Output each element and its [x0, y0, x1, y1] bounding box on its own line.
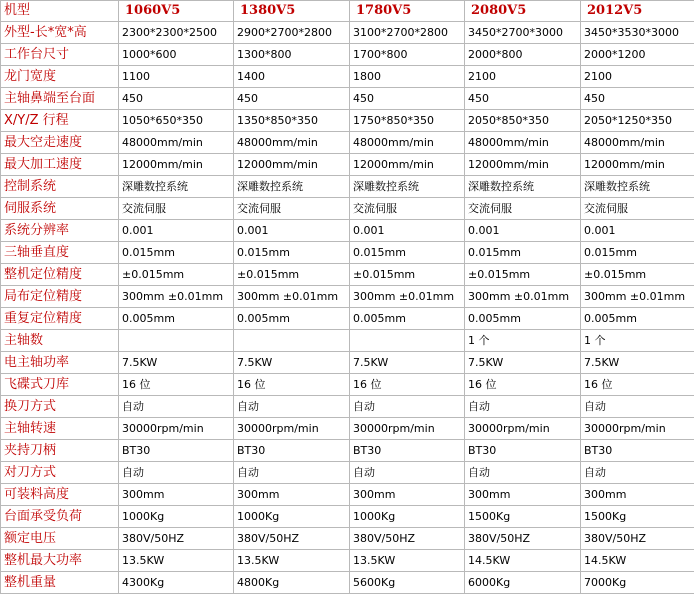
spec-row	[1, 110, 694, 132]
spec-value: 1050*650*350	[119, 110, 234, 132]
spec-value: 自动	[350, 462, 465, 484]
spec-value: 深雕数控系统	[465, 176, 581, 198]
spec-value: 自动	[119, 396, 234, 418]
spec-row	[1, 462, 694, 484]
spec-value: 1000Kg	[350, 506, 465, 528]
spec-value: 自动	[234, 396, 350, 418]
spec-value: 交流伺服	[119, 198, 234, 220]
spec-value: 48000mm/min	[350, 132, 465, 154]
spec-row	[1, 484, 694, 506]
spec-value: 0.005mm	[581, 308, 694, 330]
spec-value: 深雕数控系统	[581, 176, 694, 198]
spec-row	[1, 572, 694, 594]
spec-row	[1, 220, 694, 242]
spec-row	[1, 330, 694, 352]
spec-value: 7000Kg	[581, 572, 694, 594]
spec-value: BT30	[465, 440, 581, 462]
spec-value: 0.005mm	[350, 308, 465, 330]
spec-row	[1, 44, 694, 66]
spec-value: ±0.015mm	[119, 264, 234, 286]
spec-value: 16 位	[234, 374, 350, 396]
spec-value: 1300*800	[234, 44, 350, 66]
spec-label: 最大加工速度	[1, 154, 119, 176]
spec-value: 12000mm/min	[465, 154, 581, 176]
spec-label: 重复定位精度	[1, 308, 119, 330]
spec-value: 0.015mm	[119, 242, 234, 264]
spec-value: 300mm ±0.01mm	[234, 286, 350, 308]
spec-value: 380V/50HZ	[119, 528, 234, 550]
spec-value: 7.5KW	[234, 352, 350, 374]
spec-label: 夹持刀柄	[1, 440, 119, 462]
spec-value: 16 位	[465, 374, 581, 396]
spec-value: BT30	[581, 440, 694, 462]
model-name: 2012V5	[581, 1, 694, 22]
spec-row	[1, 506, 694, 528]
spec-value: 450	[581, 88, 694, 110]
spec-value: 自动	[581, 396, 694, 418]
spec-value: 深雕数控系统	[350, 176, 465, 198]
spec-value: 7.5KW	[119, 352, 234, 374]
spec-value: 0.001	[234, 220, 350, 242]
spec-value: 交流伺服	[581, 198, 694, 220]
spec-value: 12000mm/min	[119, 154, 234, 176]
spec-row	[1, 352, 694, 374]
spec-value: 380V/50HZ	[581, 528, 694, 550]
spec-value: 1500Kg	[465, 506, 581, 528]
spec-value	[350, 330, 465, 352]
spec-row	[1, 374, 694, 396]
spec-value: 1750*850*350	[350, 110, 465, 132]
spec-row	[1, 242, 694, 264]
spec-label: 整机重量	[1, 572, 119, 594]
spec-label: 三轴垂直度	[1, 242, 119, 264]
spec-value: 13.5KW	[234, 550, 350, 572]
spec-table-body	[1, 1, 694, 594]
spec-row	[1, 286, 694, 308]
spec-row	[1, 176, 694, 198]
spec-value: ±0.015mm	[234, 264, 350, 286]
spec-value: 3100*2700*2800	[350, 22, 465, 44]
spec-value: 4800Kg	[234, 572, 350, 594]
spec-label: 系统分辨率	[1, 220, 119, 242]
spec-value: 自动	[350, 396, 465, 418]
spec-row	[1, 550, 694, 572]
spec-value: 0.005mm	[119, 308, 234, 330]
spec-value	[234, 330, 350, 352]
spec-value: 48000mm/min	[581, 132, 694, 154]
spec-value: 0.015mm	[465, 242, 581, 264]
spec-value: 1000Kg	[119, 506, 234, 528]
spec-value: 2050*1250*350	[581, 110, 694, 132]
spec-value: 16 位	[119, 374, 234, 396]
model-name: 1060V5	[119, 1, 234, 22]
spec-value: 交流伺服	[234, 198, 350, 220]
spec-value: 0.001	[119, 220, 234, 242]
spec-value: 0.005mm	[465, 308, 581, 330]
spec-label: X/Y/Z 行程	[1, 110, 119, 132]
spec-value: 1700*800	[350, 44, 465, 66]
spec-value: 14.5KW	[581, 550, 694, 572]
spec-value: 16 位	[350, 374, 465, 396]
spec-value: 1 个	[465, 330, 581, 352]
spec-row	[1, 264, 694, 286]
spec-value: 交流伺服	[350, 198, 465, 220]
spec-label: 整机定位精度	[1, 264, 119, 286]
spec-value: 380V/50HZ	[350, 528, 465, 550]
spec-value: 1400	[234, 66, 350, 88]
spec-value: 13.5KW	[119, 550, 234, 572]
spec-label: 龙门宽度	[1, 66, 119, 88]
spec-value: 30000rpm/min	[465, 418, 581, 440]
spec-value: 30000rpm/min	[350, 418, 465, 440]
spec-label: 可装料高度	[1, 484, 119, 506]
spec-value: 300mm	[465, 484, 581, 506]
spec-value: 48000mm/min	[119, 132, 234, 154]
spec-label: 控制系统	[1, 176, 119, 198]
spec-value: 深雕数控系统	[234, 176, 350, 198]
spec-value: 5600Kg	[350, 572, 465, 594]
spec-value: 450	[119, 88, 234, 110]
spec-value: 16 位	[581, 374, 694, 396]
spec-value: 1 个	[581, 330, 694, 352]
spec-value: 0.015mm	[234, 242, 350, 264]
spec-value: 300mm ±0.01mm	[581, 286, 694, 308]
spec-row	[1, 132, 694, 154]
spec-value: 13.5KW	[350, 550, 465, 572]
spec-row	[1, 308, 694, 330]
spec-value: 380V/50HZ	[465, 528, 581, 550]
spec-row	[1, 66, 694, 88]
model-name: 1380V5	[234, 1, 350, 22]
spec-value: 0.005mm	[234, 308, 350, 330]
spec-label: 主轴转速	[1, 418, 119, 440]
spec-label: 对刀方式	[1, 462, 119, 484]
spec-value: 1500Kg	[581, 506, 694, 528]
spec-value: 300mm ±0.01mm	[465, 286, 581, 308]
spec-value: ±0.015mm	[581, 264, 694, 286]
spec-value: 2900*2700*2800	[234, 22, 350, 44]
spec-value: 1800	[350, 66, 465, 88]
header-row	[1, 1, 694, 22]
spec-value: 300mm ±0.01mm	[119, 286, 234, 308]
spec-label: 台面承受负荷	[1, 506, 119, 528]
spec-value: 0.001	[350, 220, 465, 242]
spec-value: 450	[234, 88, 350, 110]
spec-value: 1000*600	[119, 44, 234, 66]
spec-label: 换刀方式	[1, 396, 119, 418]
spec-label: 主轴鼻端至台面	[1, 88, 119, 110]
spec-label: 额定电压	[1, 528, 119, 550]
spec-label: 外型-长*宽*高	[1, 22, 119, 44]
spec-value: 1350*850*350	[234, 110, 350, 132]
spec-row	[1, 198, 694, 220]
spec-label: 整机最大功率	[1, 550, 119, 572]
spec-value: 4300Kg	[119, 572, 234, 594]
spec-label: 伺服系统	[1, 198, 119, 220]
spec-label: 局布定位精度	[1, 286, 119, 308]
spec-value: 2050*850*350	[465, 110, 581, 132]
spec-value: 交流伺服	[465, 198, 581, 220]
spec-row	[1, 528, 694, 550]
spec-value: 12000mm/min	[581, 154, 694, 176]
spec-label: 工作台尺寸	[1, 44, 119, 66]
spec-value: 48000mm/min	[234, 132, 350, 154]
spec-row	[1, 440, 694, 462]
spec-label: 飞碟式刀库	[1, 374, 119, 396]
spec-value: 自动	[581, 462, 694, 484]
spec-row	[1, 418, 694, 440]
spec-row	[1, 154, 694, 176]
spec-value: 2300*2300*2500	[119, 22, 234, 44]
spec-value: 7.5KW	[581, 352, 694, 374]
spec-value: 7.5KW	[350, 352, 465, 374]
spec-value: 深雕数控系统	[119, 176, 234, 198]
header-label: 机型	[1, 1, 119, 22]
spec-value: 2100	[465, 66, 581, 88]
spec-value: BT30	[234, 440, 350, 462]
spec-value: BT30	[350, 440, 465, 462]
spec-value: 0.001	[465, 220, 581, 242]
spec-row	[1, 22, 694, 44]
spec-value: 2100	[581, 66, 694, 88]
spec-label: 主轴数	[1, 330, 119, 352]
spec-value: 0.015mm	[581, 242, 694, 264]
spec-value: 自动	[234, 462, 350, 484]
spec-value: ±0.015mm	[350, 264, 465, 286]
spec-value	[119, 330, 234, 352]
spec-value: 450	[350, 88, 465, 110]
spec-value: 0.001	[581, 220, 694, 242]
spec-value: 450	[465, 88, 581, 110]
spec-value: 1100	[119, 66, 234, 88]
spec-value: 380V/50HZ	[234, 528, 350, 550]
spec-value: 300mm	[581, 484, 694, 506]
spec-value: 6000Kg	[465, 572, 581, 594]
model-name: 2080V5	[465, 1, 581, 22]
spec-row	[1, 396, 694, 418]
spec-value: 1000Kg	[234, 506, 350, 528]
model-name: 1780V5	[350, 1, 465, 22]
spec-value: 12000mm/min	[234, 154, 350, 176]
spec-label: 电主轴功率	[1, 352, 119, 374]
spec-value: 30000rpm/min	[119, 418, 234, 440]
spec-value: 自动	[465, 396, 581, 418]
spec-value: 自动	[465, 462, 581, 484]
spec-value: 300mm ±0.01mm	[350, 286, 465, 308]
spec-value: 30000rpm/min	[234, 418, 350, 440]
spec-value: 3450*3530*3000	[581, 22, 694, 44]
spec-value: 300mm	[234, 484, 350, 506]
spec-value: BT30	[119, 440, 234, 462]
spec-value: 3450*2700*3000	[465, 22, 581, 44]
spec-value: 48000mm/min	[465, 132, 581, 154]
spec-label: 最大空走速度	[1, 132, 119, 154]
spec-value: ±0.015mm	[465, 264, 581, 286]
spec-value: 14.5KW	[465, 550, 581, 572]
spec-value: 2000*1200	[581, 44, 694, 66]
spec-value: 7.5KW	[465, 352, 581, 374]
spec-value: 300mm	[119, 484, 234, 506]
spec-value: 300mm	[350, 484, 465, 506]
spec-row	[1, 88, 694, 110]
spec-value: 30000rpm/min	[581, 418, 694, 440]
spec-value: 自动	[119, 462, 234, 484]
spec-value: 0.015mm	[350, 242, 465, 264]
spec-value: 2000*800	[465, 44, 581, 66]
spec-value: 12000mm/min	[350, 154, 465, 176]
